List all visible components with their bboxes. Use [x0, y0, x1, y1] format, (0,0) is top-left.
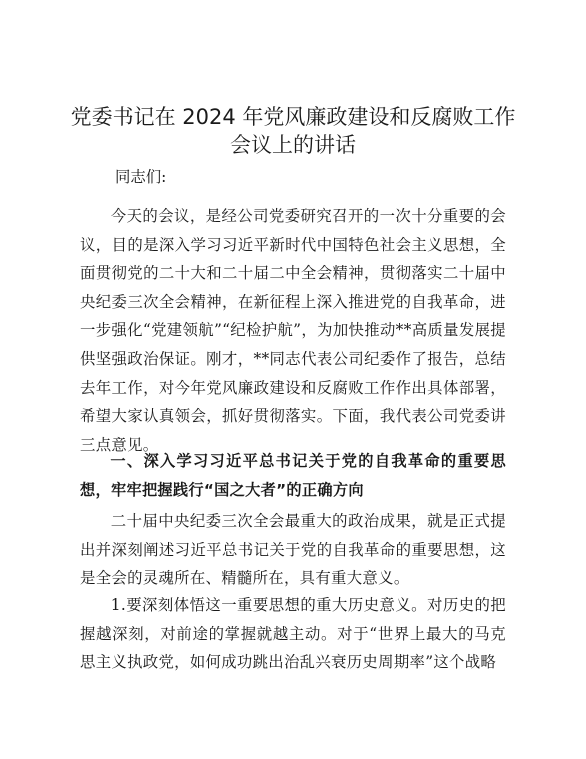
paragraph-section-1-intro: 二十届中央纪委三次全会最重大的政治成果，就是正式提出并深刻阐述习近平总书记关于党的自我革命的重要思想，这是全会的灵魂所在、精髓所在，具有重大意义。: [80, 512, 506, 588]
paragraph-opening: 今天的会议，是经公司党委研究召开的一次十分重要的会议，目的是深入学习习近平新时代中国特色社会主义思想，全面贯彻党的二十大和二十届二中全会精神，贯彻落实二十届中央纪委三次全会精神，在新征程上深入推进党的自我革命，进一步强化“党建领航”“纪检护航”，为加快推动**高质量发展提供坚强政治保证。刚才，**同志代表公司纪委作了报告，总结去年工作，对今年党风廉政建设和反腐败工作作出具体部署，希望大家认真领会，抓好贯彻落实。下面，我代表公司党委讲三点意见。: [80, 207, 506, 454]
section-heading-1: 一、深入学习习近平总书记关于党的自我革命的重要思想，牢牢把握践行“国之大者”的正确方向: [80, 452, 506, 499]
greeting: 同志们:: [115, 168, 167, 186]
document-title-line-2: 会议上的讲话: [230, 133, 356, 157]
document-title-line-1: 党委书记在 2024 年党风廉政建设和反腐败工作: [70, 105, 516, 129]
paragraph-point-1: 1.要深刻体悟这一重要思想的重大历史意义。对历史的把握越深刻，对前途的掌握就越主动。对于“世界上最大的马克思主义执政党，如何成功跳出治乱兴衰历史周期率”这个战略: [80, 596, 506, 672]
